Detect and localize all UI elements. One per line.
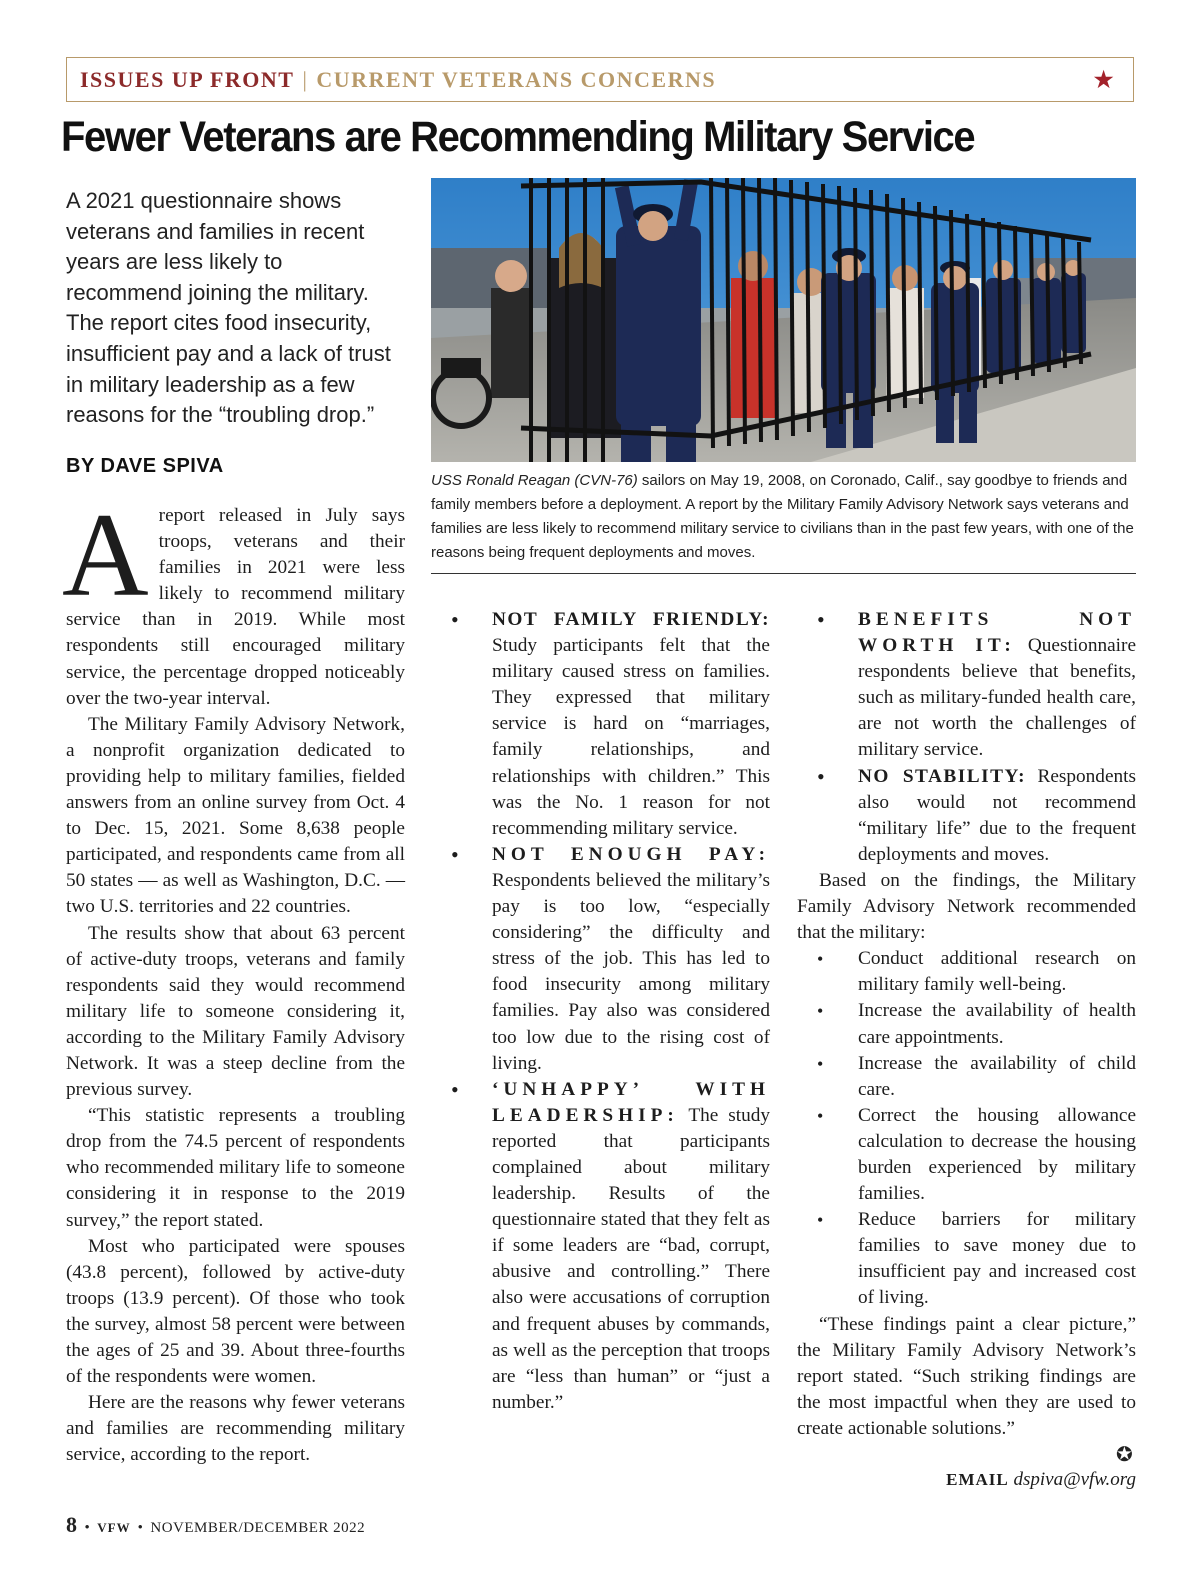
reason-item <box>797 764 1136 868</box>
reason-item <box>431 842 770 1077</box>
reason-label: ‘UNHAPPY’ WITH LEADERSHIP: <box>492 1078 770 1126</box>
caption-text: sailors on May 19, 2008, on Coronado, Calif., say goodbye to friends and family members before a deployment. A report by the Military Family Advisory Network says veterans and families are less likely to recommend military service to civilians than in the past few years, with one of the reasons being frequent deployments and moves. <box>431 472 1134 561</box>
recommendations-list <box>797 946 1136 1311</box>
paragraph-8: “These findings paint a clear picture,” the Military Family Advisory Network’s report stated. “Such striking findings are the most impactful when they are used to create actionable solutions.” <box>797 1313 1136 1439</box>
reason-text: The study reported that participants complained about military leadership. Results of the questionnaire stated that they felt as if some leaders are “bad, corrupt, abusive and controlling.” There also were accusations of corruption and frequent abuses by commands, as well as the perception that troops are “less than human” or “just a number.” <box>492 1104 770 1413</box>
page-folio <box>66 1512 365 1538</box>
reason-label: BENEFITS NOT WORTH IT: <box>858 609 1136 657</box>
photo-illustration <box>431 178 1136 462</box>
section-label: ISSUES UP FRONT <box>80 66 295 92</box>
email-label: EMAIL <box>946 1470 1009 1489</box>
reason-text: Study participants felt that the military caused stress on families. They expressed that military service is hard on “marriages, family relationships, and relationships with children.” This was the No. 1 reason for not recommending military service. <box>492 635 770 839</box>
page-number: 8 <box>66 1512 78 1537</box>
recommendation-item: • Conduct additional research on military family well-being. <box>797 946 1136 998</box>
reason-item <box>431 1077 770 1416</box>
folio-bullet: • <box>84 1520 91 1536</box>
issue-date: NOVEMBER/DECEMBER 2022 <box>150 1520 366 1536</box>
recommendation-item: • Reduce barriers for military families to save money due to insufficient pay and increased cost of living. <box>797 1207 1136 1311</box>
reason-label: NOT ENOUGH PAY: <box>492 843 770 865</box>
magazine-name: VFW <box>97 1520 131 1535</box>
reason-item <box>797 607 1136 764</box>
byline: BY DAVE SPIVA <box>66 455 224 477</box>
reason-item <box>431 607 770 842</box>
paragraph-7: Based on the findings, the Military Family Advisory Network recommended that the military: <box>797 869 1136 944</box>
paragraph-2: The Military Family Advisory Network, a nonprofit organization dedicated to providing help to military families, fielded answers from an online survey from Oct. 4 to Dec. 15, 2021. Some 8,638 people participated, and respondents came from all 50 states — as well as Washington, D.C. — two U.S. territories and 22 countries. <box>66 713 405 918</box>
reason-label: NOT FAMILY FRIENDLY: <box>492 609 770 630</box>
reason-label: NO STABILITY: <box>858 765 1027 787</box>
header-separator: | <box>302 66 309 92</box>
caption-ship-name: USS Ronald Reagan (CVN-76) <box>431 472 638 489</box>
reason-text: Respondents believed the military’s pay is too low, “especially considering” the difficulty and stress of the job. This has led to food insecurity among military families. Pay also was considered too low due to the rising cost of living. <box>492 869 770 1074</box>
photo-caption <box>431 469 1136 565</box>
article-deck: A 2021 questionnaire shows veterans and families in recent years are less likely to recommend joining the military. The report cites food insecurity, insufficient pay and a lack of trust in military leadership as a few reasons for the “troubling drop.” <box>66 188 391 428</box>
folio-bullet: • <box>137 1520 144 1536</box>
recommendation-item: • Increase the availability of child care. <box>797 1051 1136 1103</box>
reasons-list-continued <box>797 607 1136 868</box>
author-email-line <box>797 1469 1136 1491</box>
recommendation-item: • Correct the housing allowance calculation to decrease the housing burden experienced by military families. <box>797 1103 1136 1207</box>
article-column-3 <box>797 607 1136 1442</box>
caption-rule <box>431 573 1136 574</box>
end-mark-icon: ✪ <box>1116 1444 1133 1466</box>
reason-text: Respondents also would not recommend “military life” due to the frequent deployments and moves. <box>858 765 1136 865</box>
section-header-bar <box>66 57 1134 102</box>
star-icon: ★ <box>1093 67 1115 92</box>
article-column-2 <box>431 607 770 1416</box>
paragraph-1 <box>62 488 405 712</box>
paragraph-4: “This statistic represents a troubling drop from the 74.5 percent of respondents who recommended military life to someone considering it in response to the 2019 survey,” the report stated. <box>66 1105 405 1231</box>
paragraph-3: The results show that about 63 percent of active-duty troops, veterans and family respondents said they would recommend military life to someone considering it, according to the Military Family Advisory Network. It was a steep decline from the previous survey. <box>66 922 405 1101</box>
topic-label: CURRENT VETERANS CONCERNS <box>316 66 717 92</box>
paragraph-1-text: report released in July says troops, veterans and their families in 2021 were less likely to recommend military service than in 2019. While most respondents still encouraged military service, the percentage dropped noticeably over the two-year interval. <box>66 505 405 709</box>
paragraph-5: Most who participated were spouses (43.8 percent), followed by active-duty troops (13.9 percent). Of those who took the survey, almost 58 percent were between the ages of 25 and 39. About three-fourths of the respondents were women. <box>66 1235 405 1388</box>
recommendation-item: • Increase the availability of health care appointments. <box>797 998 1136 1050</box>
article-headline: Fewer Veterans are Recommending Military Service <box>61 113 975 161</box>
reason-text: Questionnaire respondents believe that benefits, such as military-funded health care, are not worth the challenges of military service. <box>858 635 1136 761</box>
article-column-1 <box>62 488 405 1468</box>
article-photo <box>431 178 1136 462</box>
reasons-list <box>431 607 770 1416</box>
author-email-link[interactable]: dspiva@vfw.org <box>1013 1469 1136 1490</box>
drop-cap: A <box>62 488 149 621</box>
paragraph-6: Here are the reasons why fewer veterans and families are recommending military service, according to the report. <box>66 1392 405 1466</box>
